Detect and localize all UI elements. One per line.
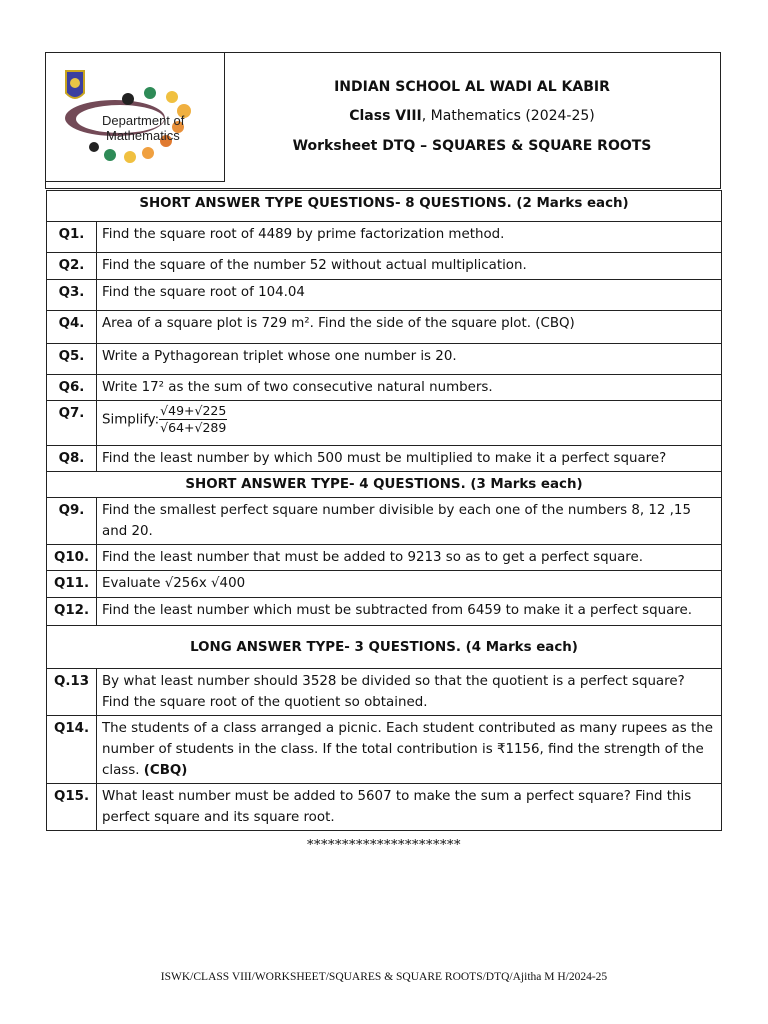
question-number: Q1. bbox=[47, 222, 97, 253]
question-text: Find the least number which must be subtracted from 6459 to make it a perfect square. bbox=[97, 598, 722, 626]
question-text: What least number must be added to 5607 to make the sum a perfect square? Find this perfect square and its square root. bbox=[97, 784, 722, 831]
department-logo bbox=[60, 63, 210, 173]
question-row bbox=[47, 344, 722, 375]
question-number: Q6. bbox=[47, 375, 97, 401]
end-separator: ********************** bbox=[307, 838, 461, 853]
questions-table bbox=[46, 190, 722, 831]
question-text: Write 17² as the sum of two consecutive natural numbers. bbox=[97, 375, 722, 401]
question-row bbox=[47, 311, 722, 344]
question-row bbox=[47, 571, 722, 598]
class-line bbox=[224, 108, 720, 124]
logo-line1: Department of bbox=[102, 113, 185, 128]
question-number: Q.13 bbox=[47, 669, 97, 716]
question-text: Find the square of the number 52 without actual multiplication. bbox=[97, 253, 722, 280]
question-text: Find the square root of 104.04 bbox=[97, 280, 722, 311]
cbq-tag: (CBQ) bbox=[143, 763, 188, 778]
logo-line2: Mathematics bbox=[106, 128, 180, 143]
question-number: Q14. bbox=[47, 716, 97, 784]
question-number: Q12. bbox=[47, 598, 97, 626]
subject-year: , Mathematics (2024-25) bbox=[421, 108, 595, 124]
question-body: The students of a class arranged a picnic. Each student contributed as many rupees as the number of students in the class. If the total contribution is ₹1156, find the strength of the class. bbox=[102, 721, 713, 778]
question-row bbox=[47, 545, 722, 571]
question-number: Q7. bbox=[47, 401, 97, 446]
question-number: Q9. bbox=[47, 498, 97, 545]
class-name: Class VIII bbox=[349, 108, 422, 124]
question-row bbox=[47, 375, 722, 401]
question-number: Q3. bbox=[47, 280, 97, 311]
question-text: Find the least number that must be added to 9213 so as to get a perfect square. bbox=[97, 545, 722, 571]
question-number: Q2. bbox=[47, 253, 97, 280]
question-text: Find the square root of 4489 by prime factorization method. bbox=[97, 222, 722, 253]
question-number: Q5. bbox=[47, 344, 97, 375]
question-row bbox=[47, 498, 722, 545]
question-row bbox=[47, 253, 722, 280]
question-row bbox=[47, 446, 722, 472]
header-text bbox=[224, 53, 720, 190]
question-text: By what least number should 3528 be divided so that the quotient is a perfect square? Find the square root of the quotient so obtained. bbox=[97, 669, 722, 716]
question-text: Area of a square plot is 729 m². Find the side of the square plot. (CBQ) bbox=[97, 311, 722, 344]
question-text: Find the least number by which 500 must be multiplied to make it a perfect square? bbox=[97, 446, 722, 472]
question-row bbox=[47, 280, 722, 311]
department-logo-box bbox=[46, 53, 225, 182]
question-row bbox=[47, 598, 722, 626]
question-row bbox=[47, 222, 722, 253]
question-number: Q10. bbox=[47, 545, 97, 571]
question-number: Q11. bbox=[47, 571, 97, 598]
question-number: Q15. bbox=[47, 784, 97, 831]
section-heading: LONG ANSWER TYPE- 3 QUESTIONS. (4 Marks each) bbox=[47, 626, 722, 669]
page-footer: ISWK/CLASS VIII/WORKSHEET/SQUARES & SQUARE ROOTS/DTQ/Ajitha M H/2024-25 bbox=[160, 971, 608, 983]
question-text bbox=[97, 401, 722, 446]
question-row bbox=[47, 401, 722, 446]
worksheet-title: Worksheet DTQ – SQUARES & SQUARE ROOTS bbox=[292, 138, 652, 154]
worksheet-header bbox=[45, 52, 721, 189]
question-number: Q8. bbox=[47, 446, 97, 472]
school-name: INDIAN SCHOOL AL WADI AL KABIR bbox=[334, 79, 610, 95]
question-text: Write a Pythagorean triplet whose one number is 20. bbox=[97, 344, 722, 375]
question-text: Find the smallest perfect square number divisible by each one of the numbers 8, 12 ,15 and 20. bbox=[97, 498, 722, 545]
section-heading: SHORT ANSWER TYPE QUESTIONS- 8 QUESTIONS. (2 Marks each) bbox=[47, 191, 722, 222]
question-row bbox=[47, 716, 722, 784]
question-text bbox=[97, 716, 722, 784]
question-number: Q4. bbox=[47, 311, 97, 344]
question-text: Evaluate √256x √400 bbox=[97, 571, 722, 598]
fraction-denominator: √64+√289 bbox=[160, 420, 227, 435]
section-heading: SHORT ANSWER TYPE- 4 QUESTIONS. (3 Marks each) bbox=[47, 472, 722, 498]
simplify-label: Simplify: bbox=[102, 412, 160, 428]
question-row bbox=[47, 784, 722, 831]
question-row bbox=[47, 669, 722, 716]
fraction bbox=[159, 403, 227, 436]
fraction-numerator: √49+√225 bbox=[160, 403, 227, 418]
